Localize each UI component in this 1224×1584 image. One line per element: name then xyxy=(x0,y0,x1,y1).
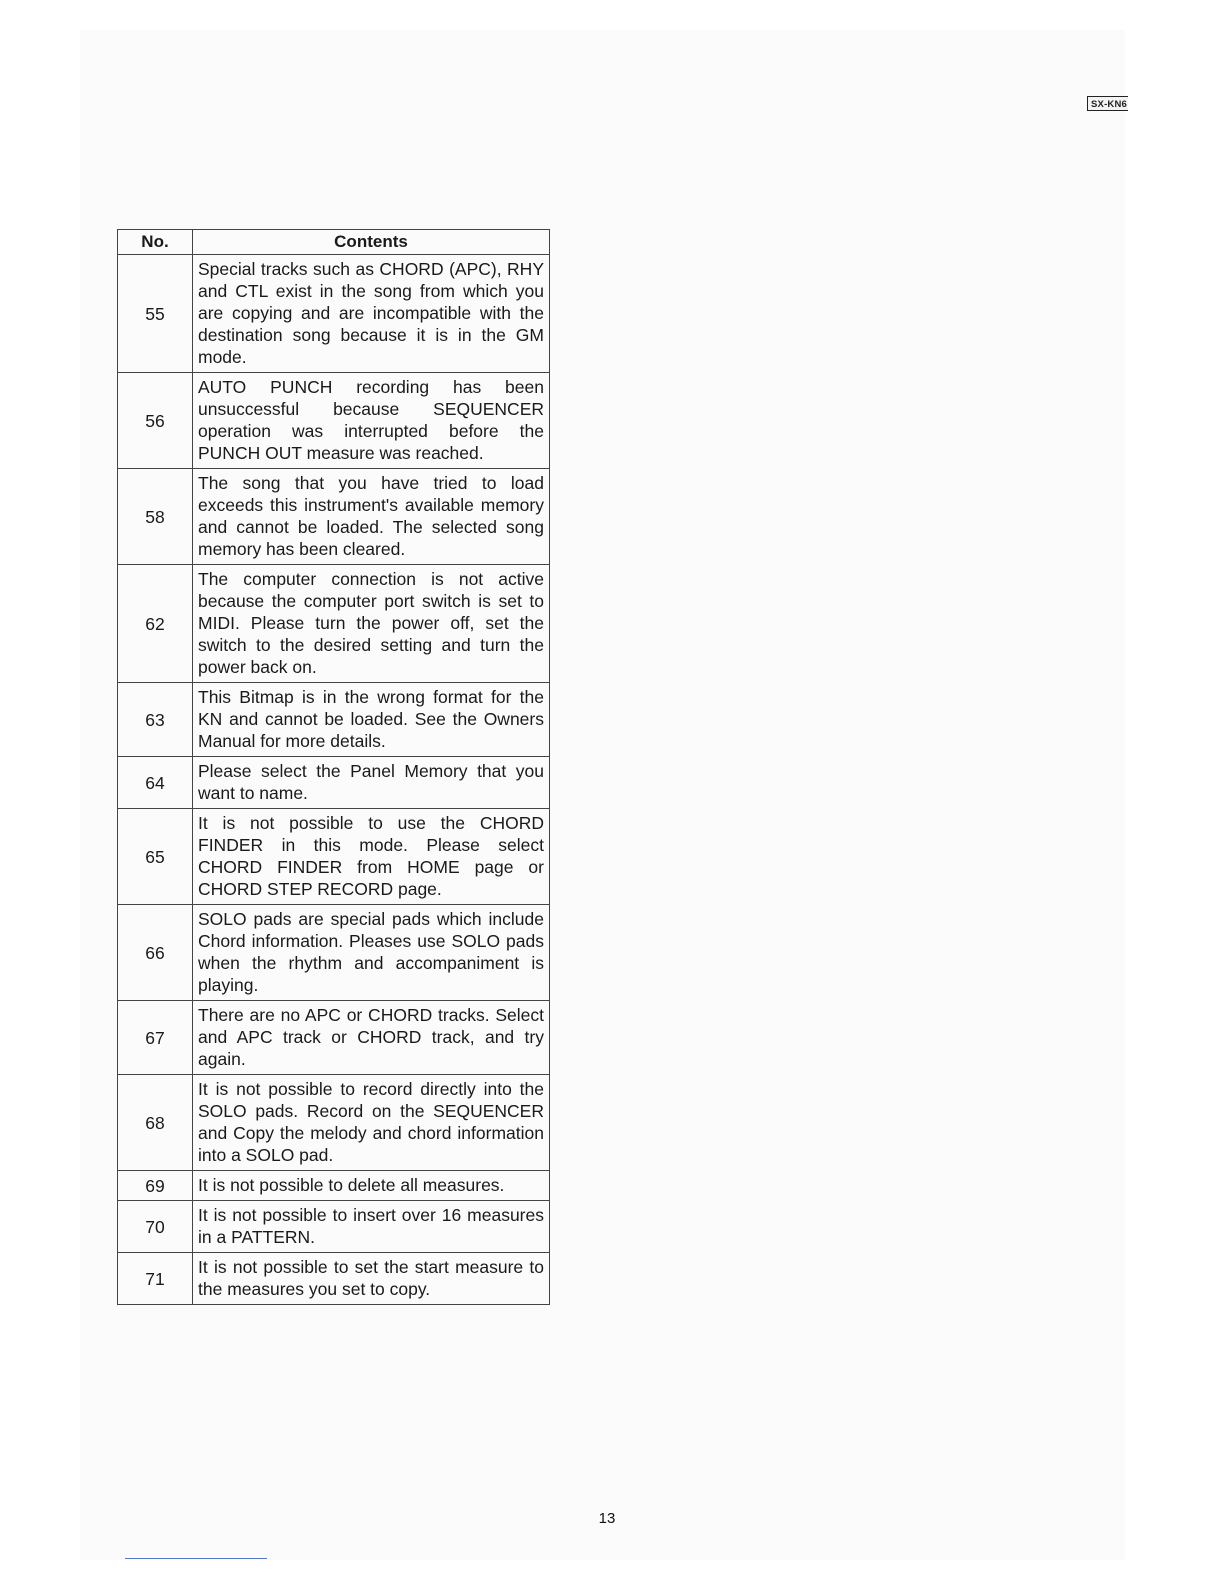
error-number: 67 xyxy=(118,1001,193,1075)
table-row xyxy=(118,905,550,1001)
column-header-contents: Contents xyxy=(193,230,550,255)
table-row xyxy=(118,1075,550,1171)
error-message: It is not possible to set the start measure to the measures you set to copy. xyxy=(193,1253,550,1305)
table-row xyxy=(118,1001,550,1075)
error-number: 68 xyxy=(118,1075,193,1171)
table-row xyxy=(118,683,550,757)
error-message: AUTO PUNCH recording has been unsuccessful because SEQUENCER operation was interrupted before the PUNCH OUT measure was reached. xyxy=(193,373,550,469)
error-message: This Bitmap is in the wrong format for the KN and cannot be loaded. See the Owners Manual for more details. xyxy=(193,683,550,757)
error-message: The song that you have tried to load exceeds this instrument's available memory and cannot be loaded. The selected song memory has been cleared. xyxy=(193,469,550,565)
error-message: The computer connection is not active because the computer port switch is set to MIDI. Please turn the power off, set the switch to the desired setting and turn the power back on. xyxy=(193,565,550,683)
table-header-row xyxy=(118,230,550,255)
error-number: 58 xyxy=(118,469,193,565)
page-number: 13 xyxy=(598,1510,616,1527)
error-number: 62 xyxy=(118,565,193,683)
error-number: 55 xyxy=(118,255,193,373)
table-row xyxy=(118,1253,550,1305)
model-label: SX-KN6 xyxy=(1087,96,1128,111)
error-message-table xyxy=(117,229,550,1305)
table-row xyxy=(118,1201,550,1253)
table-row xyxy=(118,469,550,565)
table-row xyxy=(118,1171,550,1201)
error-message: It is not possible to record directly into the SOLO pads. Record on the SEQUENCER and Copy the melody and chord information into a SOLO pad. xyxy=(193,1075,550,1171)
error-number: 70 xyxy=(118,1201,193,1253)
table-row xyxy=(118,565,550,683)
error-number: 64 xyxy=(118,757,193,809)
error-message: It is not possible to insert over 16 measures in a PATTERN. xyxy=(193,1201,550,1253)
table-row xyxy=(118,809,550,905)
error-number: 71 xyxy=(118,1253,193,1305)
error-message: It is not possible to delete all measures. xyxy=(193,1171,550,1201)
table-row xyxy=(118,255,550,373)
error-message: It is not possible to use the CHORD FINDER in this mode. Please select CHORD FINDER from HOME page or CHORD STEP RECORD page. xyxy=(193,809,550,905)
table-row xyxy=(118,373,550,469)
column-header-no: No. xyxy=(118,230,193,255)
table-row xyxy=(118,757,550,809)
error-message: SOLO pads are special pads which include Chord information. Pleases use SOLO pads when the rhythm and accompaniment is playing. xyxy=(193,905,550,1001)
footer-divider xyxy=(125,1558,267,1559)
error-number: 65 xyxy=(118,809,193,905)
error-number: 66 xyxy=(118,905,193,1001)
error-number: 69 xyxy=(118,1171,193,1201)
error-message: Please select the Panel Memory that you want to name. xyxy=(193,757,550,809)
error-message: There are no APC or CHORD tracks. Select and APC track or CHORD track, and try again. xyxy=(193,1001,550,1075)
error-number: 56 xyxy=(118,373,193,469)
error-number: 63 xyxy=(118,683,193,757)
error-message: Special tracks such as CHORD (APC), RHY and CTL exist in the song from which you are copying and are incompatible with the destination song because it is in the GM mode. xyxy=(193,255,550,373)
